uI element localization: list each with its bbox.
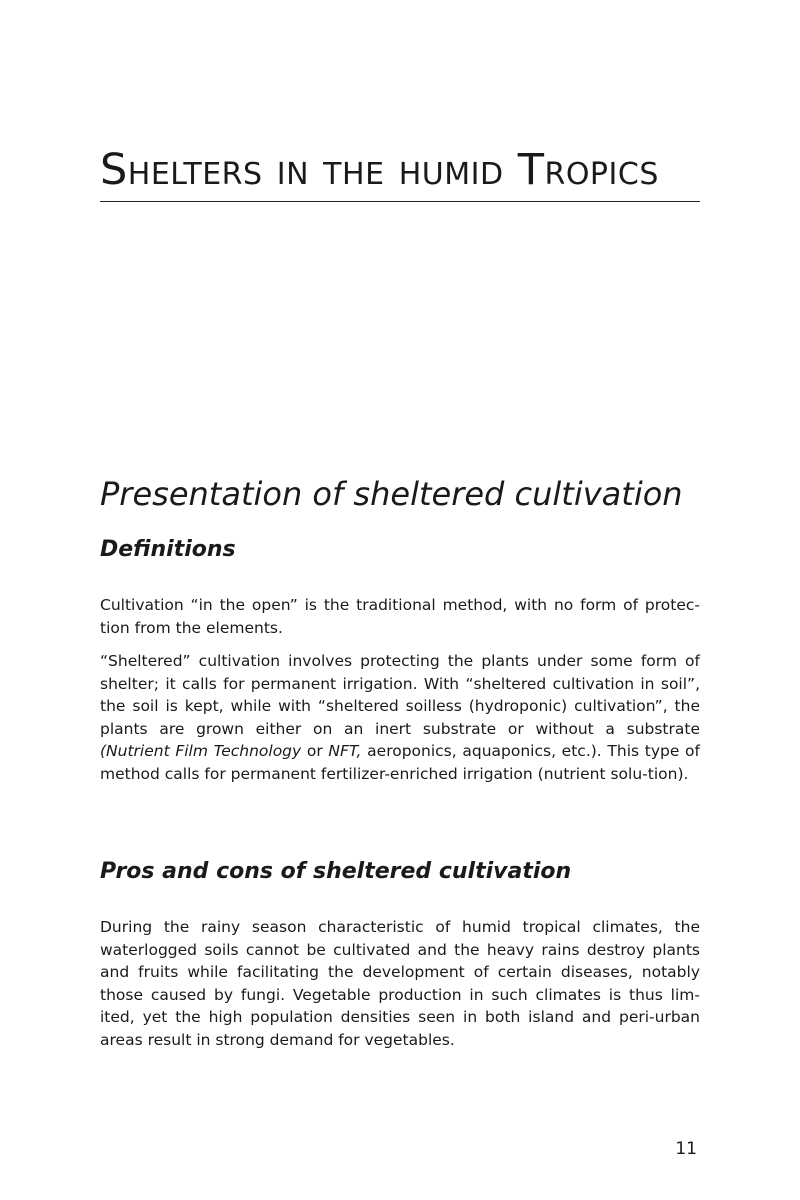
page-number: 11: [675, 1139, 697, 1159]
paragraph-sheltered-cultivation: [100, 650, 700, 785]
title-rule: [100, 201, 700, 202]
subheading-pros-cons: Pros and cons of sheltered cultivation: [100, 859, 572, 884]
paragraph-text: “Sheltered” cultivation involves protecting the plants under some form of shelter; it calls for permanent irrigation. With “sheltered cultivation in soil”, the soil is kept, while with “sheltered soilless (hydroponic) cultivation”, the plants are grown either on an inert substrate or without a substrate: [100, 652, 700, 738]
paragraph-open-cultivation: Cultivation “in the open” is the traditional method, with no form of protec-tion from the elements.: [100, 596, 700, 637]
chapter-title: Shelters in the humid Tropics: [100, 145, 659, 195]
italic-term-nft-full: (Nutrient Film Technology: [100, 742, 302, 760]
paragraph-text: aeroponics, aquaponics, etc.). This type of method calls for permanent fertilizer-enriched irrigation (nutrient solu-tion).: [100, 742, 700, 783]
paragraph-rainy-season: During the rainy season characteristic of humid tropical climates, the waterlogged soils cannot be cultivated and the heavy rains destroy plants and fruits while facilitating the development of certain diseases, notably those caused by fungi. Vegetable production in such climates is thus lim-ited, yet the high population densities seen in both island and peri-urban areas result in strong demand for vegetables.: [100, 918, 700, 1049]
section-heading: Presentation of sheltered cultivation: [100, 475, 683, 513]
italic-term-nft: NFT,: [328, 742, 362, 760]
paragraph-text: or: [301, 742, 329, 760]
subheading-definitions: Definitions: [100, 537, 236, 562]
